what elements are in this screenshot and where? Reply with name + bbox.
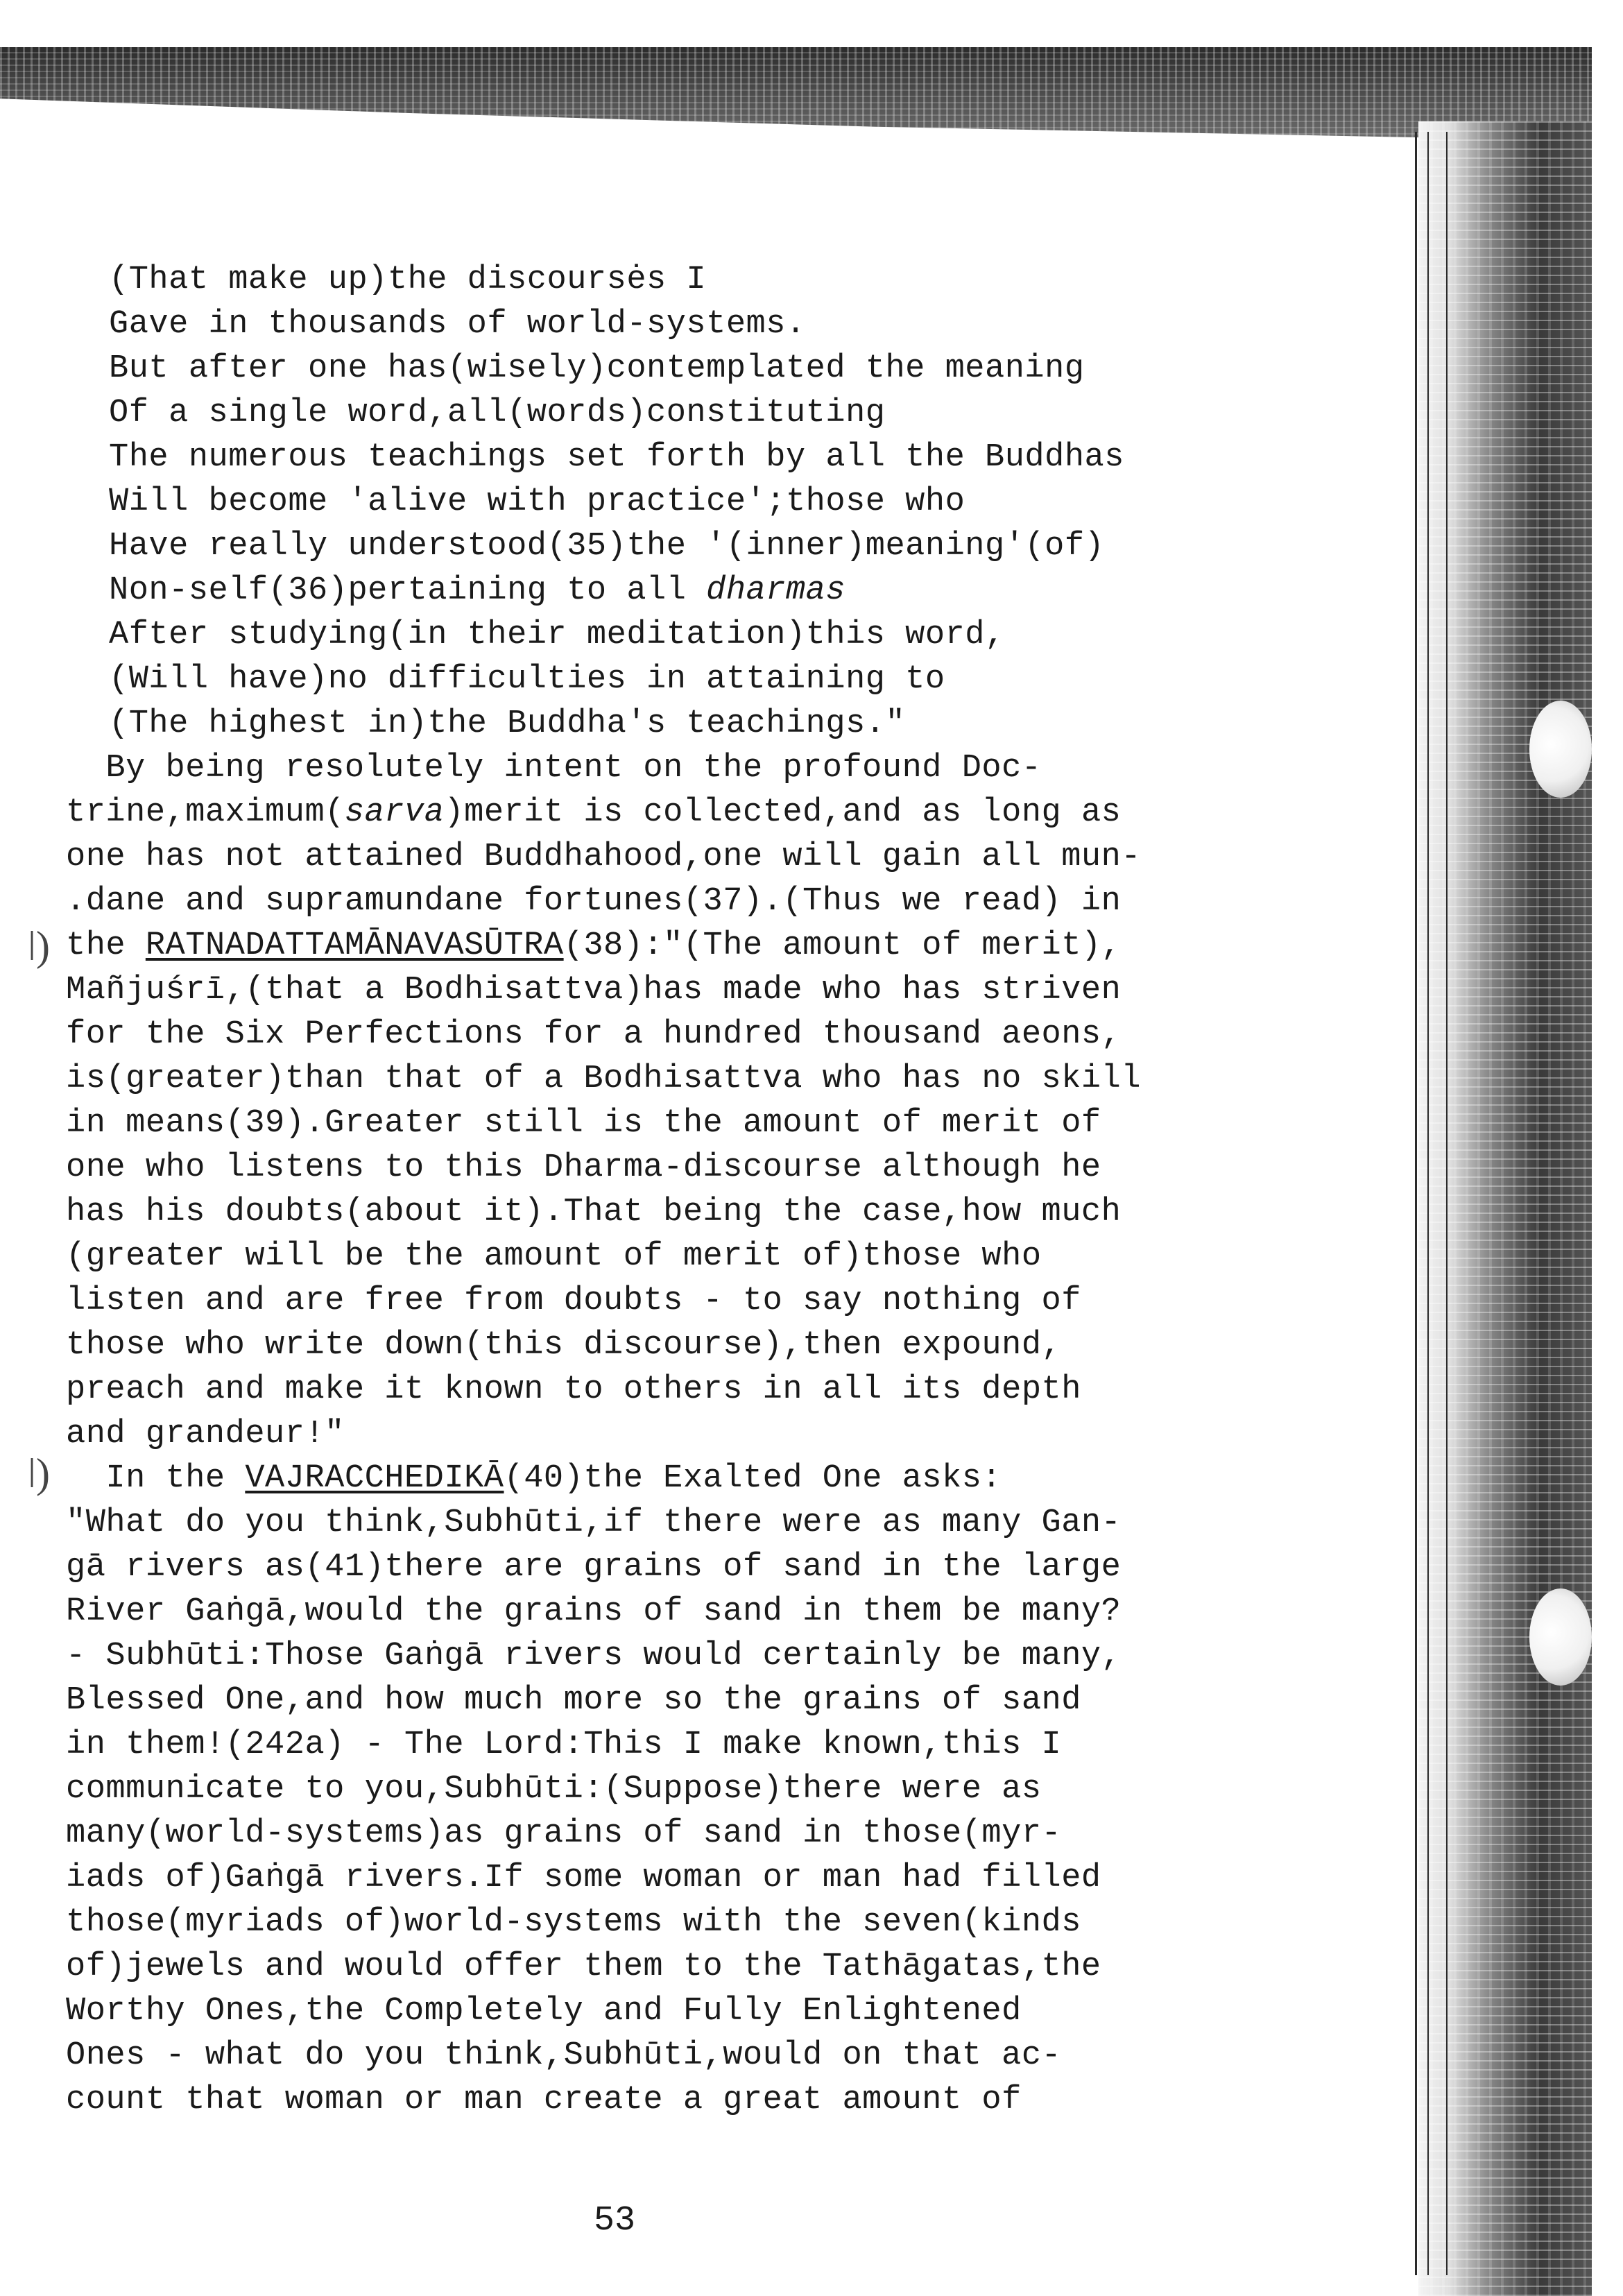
- scan-top-edge: [0, 47, 1592, 141]
- spine-line: [1446, 132, 1448, 2275]
- text-line: and grandeur!": [66, 1416, 345, 1453]
- sutra-title: RATNADATTAMĀNAVASŪTRA: [145, 927, 564, 964]
- margin-mark: ǀ): [28, 1450, 50, 1496]
- margin-mark: ǀ): [28, 923, 50, 969]
- text-span: )merit is collected,and as long as: [444, 794, 1122, 831]
- sutra-title: VAJRACCHEDIKĀ: [245, 1460, 504, 1497]
- italic-term: dharmas: [706, 572, 846, 609]
- verse-line: (That make up)the discoursės I: [109, 262, 707, 298]
- text-line: has his doubts(about it).That being the case,how much: [66, 1194, 1122, 1231]
- verse-text: Non-self(36)pertaining to all: [109, 572, 707, 609]
- text-line: in means(39).Greater still is the amount of merit of: [66, 1105, 1101, 1142]
- text-line: gā rivers as(41)there are grains of sand in the large: [66, 1549, 1122, 1586]
- text-line: Ones - what do you think,Subhūti,would on that ac-: [66, 2037, 1062, 2074]
- text-line: [66, 791, 1384, 835]
- verse-line: (Will have)no difficulties in attaining to: [109, 661, 945, 698]
- spine-line: [1415, 132, 1417, 2275]
- text-line: "What do you think,Subhūti,if there were as many Gan-: [66, 1505, 1122, 1541]
- paragraph-2: [66, 1457, 1384, 2123]
- text-span: (38):"(The amount of merit),: [563, 927, 1122, 964]
- verse-line: Of a single word,all(words)constituting: [109, 395, 886, 431]
- text-span: In the: [66, 1460, 246, 1497]
- text-line: Blessed One,and how much more so the grains of sand: [66, 1682, 1081, 1719]
- paragraph-1: [66, 746, 1384, 1457]
- text-line: iads of)Gaṅgā rivers.If some woman or man had filled: [66, 1860, 1101, 1896]
- text-line: [66, 1457, 1384, 1501]
- page-text: [66, 258, 1384, 2123]
- text-line: .dane and supramundane fortunes(37).(Thus we read) in: [66, 883, 1122, 920]
- text-line: preach and make it known to others in all its depth: [66, 1371, 1081, 1408]
- verse-line: Gave in thousands of world-systems.: [109, 306, 806, 343]
- text-line: of)jewels and would offer them to the Tathāgatas,the: [66, 1948, 1101, 1985]
- text-line: is(greater)than that of a Bodhisattva who has no skill: [66, 1061, 1142, 1097]
- text-line: communicate to you,Subhūti:(Suppose)there were as: [66, 1771, 1042, 1808]
- text-span: (40)the Exalted One asks:: [504, 1460, 1002, 1497]
- text-span: the: [66, 927, 146, 964]
- verse-line: The numerous teachings set forth by all the Buddhas: [109, 439, 1124, 476]
- text-line: those(myriads of)world-systems with the seven(kinds: [66, 1904, 1081, 1941]
- text-line: many(world-systems)as grains of sand in those(myr-: [66, 1815, 1062, 1852]
- verse-line: (The highest in)the Buddha's teachings.": [109, 705, 906, 742]
- spine-line: [1427, 132, 1429, 2275]
- text-line: River Gaṅgā,would the grains of sand in them be many?: [66, 1593, 1122, 1630]
- verse-line: Will become 'alive with practice';those who: [109, 483, 965, 520]
- text-span: trine,maximum(: [66, 794, 345, 831]
- text-line: Worthy Ones,the Completely and Fully Enlightened: [66, 1993, 1022, 2030]
- text-line: (greater will be the amount of merit of)those who: [66, 1238, 1042, 1275]
- book-spine: [1418, 121, 1592, 2296]
- text-line: one who listens to this Dharma-discourse although he: [66, 1149, 1101, 1186]
- italic-term: sarva: [344, 794, 445, 831]
- text-line: those who write down(this discourse),then expound,: [66, 1327, 1062, 1364]
- page-number: 53: [594, 2201, 636, 2241]
- text-line: count that woman or man create a great amount of: [66, 2082, 1022, 2118]
- binding-hole: [1529, 701, 1592, 798]
- binding-hole: [1529, 1588, 1592, 1686]
- verse-line: After studying(in their meditation)this word,: [109, 617, 1005, 653]
- text-line: for the Six Perfections for a hundred thousand aeons,: [66, 1016, 1122, 1053]
- text-line: - Subhūti:Those Gaṅgā rivers would certainly be many,: [66, 1638, 1122, 1674]
- verse-line: But after one has(wisely)contemplated the meaning: [109, 350, 1085, 387]
- text-line: Mañjuśrī,(that a Bodhisattva)has made who has striven: [66, 972, 1122, 1009]
- text-line: listen and are free from doubts - to say nothing of: [66, 1283, 1081, 1319]
- text-line: [66, 924, 1384, 968]
- text-line: By being resolutely intent on the profound Doc-: [66, 750, 1042, 787]
- text-line: in them!(242a) - The Lord:This I make known,this I: [66, 1727, 1062, 1763]
- text-line: one has not attained Buddhahood,one will gain all mun-: [66, 839, 1142, 875]
- verse-line: [66, 569, 1384, 613]
- verse-line: Have really understood(35)the '(inner)meaning'(of): [109, 528, 1105, 565]
- verse-block: [66, 258, 1384, 746]
